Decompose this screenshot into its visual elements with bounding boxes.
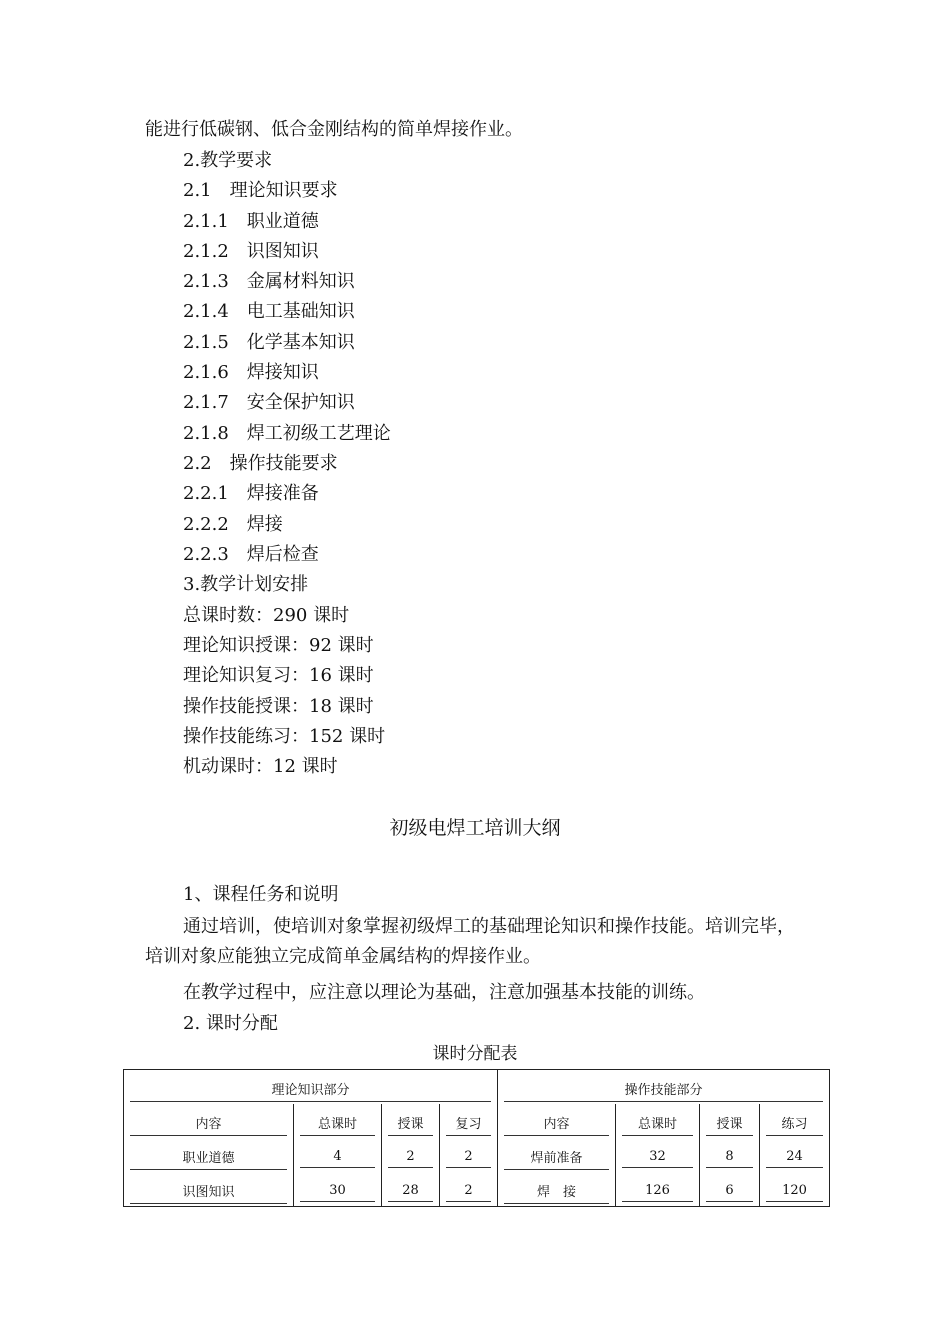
table-cell: 6 <box>700 1172 760 1207</box>
body-line: 2.2.2 焊接 <box>183 514 283 535</box>
hours-allocation-table <box>123 1069 830 1207</box>
table-group-row <box>124 1070 830 1105</box>
table-cell: 焊 接 <box>498 1172 616 1207</box>
body-line: 2.1.8 焊工初级工艺理论 <box>183 423 391 444</box>
table-cell: 识图知识 <box>124 1172 294 1207</box>
table-cell: 30 <box>294 1172 382 1207</box>
table-cell: 120 <box>760 1172 830 1207</box>
section-heading: 2. 课时分配 <box>183 1013 278 1034</box>
paragraph: 在教学过程中，应注意以理论为基础，注意加强基本技能的训练。 <box>183 982 705 1003</box>
table-cell: 2 <box>440 1138 498 1172</box>
body-line: 操作技能练习：152 课时 <box>183 726 386 747</box>
group-header-practice: 操作技能部分 <box>498 1070 830 1105</box>
body-line: 2.2.3 焊后检查 <box>183 544 319 565</box>
body-line: 2.2.1 焊接准备 <box>183 483 319 504</box>
body-line: 2.1.3 金属材料知识 <box>183 271 355 292</box>
body-line: 2.1.6 焊接知识 <box>183 362 319 383</box>
section-heading: 1、课程任务和说明 <box>183 884 339 905</box>
body-line: 能进行低碳钢、低合金刚结构的简单焊接作业。 <box>145 119 523 140</box>
body-line: 机动课时：12 课时 <box>183 756 338 777</box>
table-cell: 32 <box>616 1138 700 1172</box>
table-cell: 8 <box>700 1138 760 1172</box>
column-header: 授课 <box>700 1104 760 1138</box>
column-header: 总课时 <box>616 1104 700 1138</box>
body-line: 2.1.2 识图知识 <box>183 241 319 262</box>
body-line: 2.1.1 职业道德 <box>183 211 319 232</box>
table-cell: 职业道德 <box>124 1138 294 1172</box>
body-line: 2.2 操作技能要求 <box>183 453 338 474</box>
table-row <box>124 1172 830 1207</box>
body-line: 理论知识复习：16 课时 <box>183 665 374 686</box>
table-cell: 4 <box>294 1138 382 1172</box>
table-cell: 24 <box>760 1138 830 1172</box>
body-line: 理论知识授课：92 课时 <box>183 635 374 656</box>
table-caption: 课时分配表 <box>432 1044 518 1064</box>
group-header-theory: 理论知识部分 <box>124 1070 498 1105</box>
body-line: 3.教学计划安排 <box>183 574 309 595</box>
table-row <box>124 1138 830 1172</box>
body-line: 2.1 理论知识要求 <box>183 180 338 201</box>
body-line: 2.1.4 电工基础知识 <box>183 301 355 322</box>
column-header: 总课时 <box>294 1104 382 1138</box>
body-line: 2.教学要求 <box>183 150 273 171</box>
body-line: 总课时数：290 课时 <box>183 605 350 626</box>
table-cell: 2 <box>382 1138 440 1172</box>
document-title: 初级电焊工培训大纲 <box>389 817 561 839</box>
body-line: 2.1.7 安全保护知识 <box>183 392 355 413</box>
paragraph: 通过培训，使培训对象掌握初级焊工的基础理论知识和操作技能。培训完毕，培训对象应能独立完成简单金属结构的焊接作业。 <box>145 916 795 967</box>
body-line: 2.1.5 化学基本知识 <box>183 332 355 353</box>
column-header: 练习 <box>760 1104 830 1138</box>
table-header-row <box>124 1104 830 1138</box>
table-cell: 126 <box>616 1172 700 1207</box>
column-header: 内容 <box>498 1104 616 1138</box>
column-header: 复习 <box>440 1104 498 1138</box>
column-header: 内容 <box>124 1104 294 1138</box>
table-cell: 2 <box>440 1172 498 1207</box>
table-cell: 焊前准备 <box>498 1138 616 1172</box>
body-line: 操作技能授课：18 课时 <box>183 696 374 717</box>
column-header: 授课 <box>382 1104 440 1138</box>
table-cell: 28 <box>382 1172 440 1207</box>
